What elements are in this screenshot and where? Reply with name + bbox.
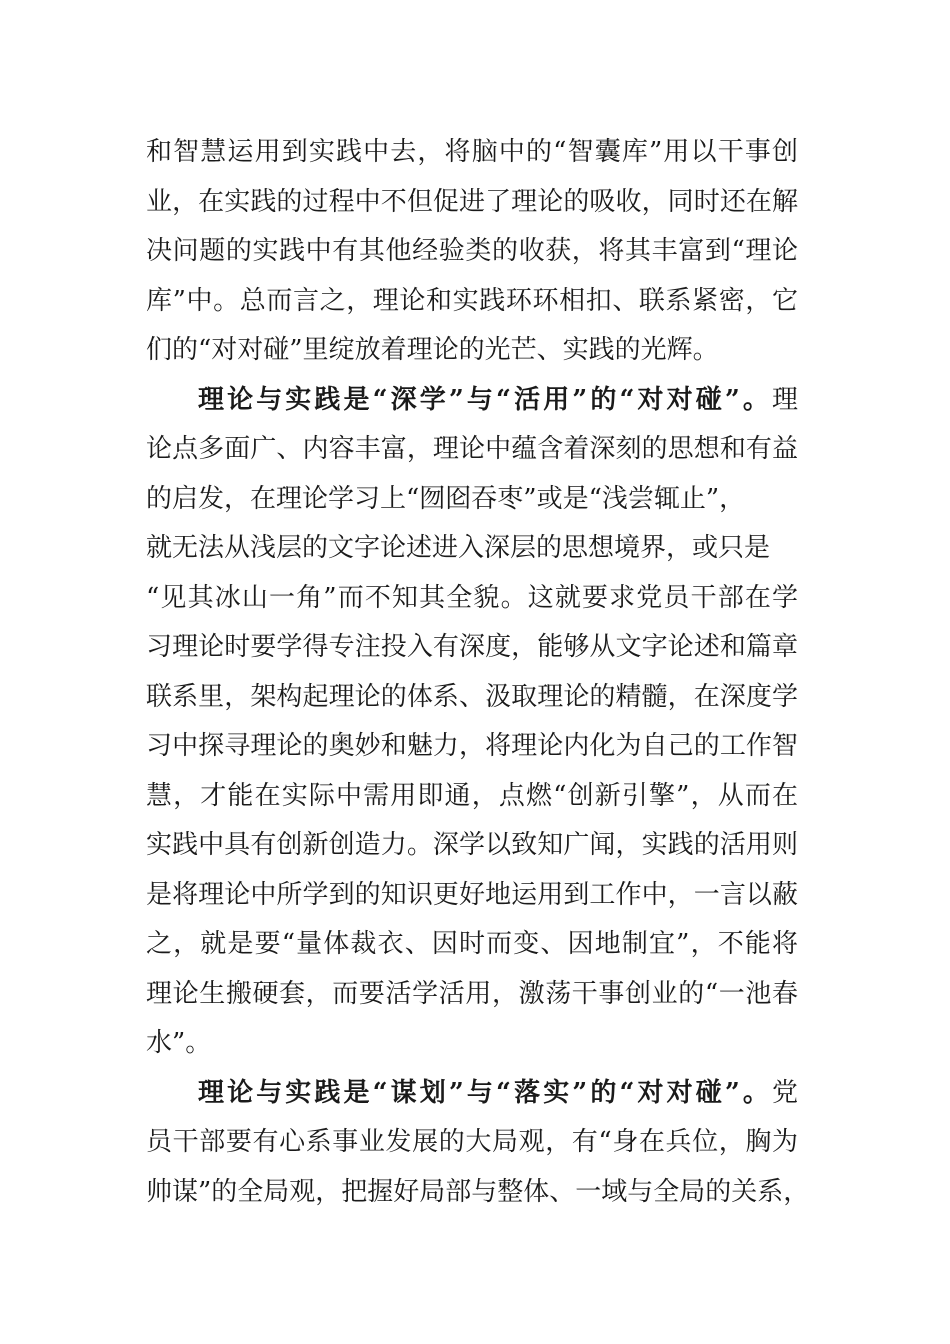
paragraph-line: 之，就是要“量体裁衣、因时而变、因地制宜”，不能将	[146, 929, 798, 959]
paragraph-line: 业，在实践的过程中不但促进了理论的吸收，同时还在解	[146, 186, 798, 217]
paragraph-line: “见其冰山一角”而不知其全貌。这就要求党员干部在学	[146, 582, 798, 613]
paragraph-line: 帅谋”的全局观，把握好局部与整体、一域与全局的关系，	[146, 1176, 810, 1207]
paragraph-line: 习中探寻理论的奥妙和魅力，将理论内化为自己的工作智	[146, 731, 798, 761]
paragraph-line: 习理论时要学得专注投入有深度，能够从文字论述和篇章	[146, 632, 798, 662]
paragraph-1	[146, 128, 798, 376]
paragraph-line: 水”。	[146, 1028, 212, 1058]
paragraph-line: 的启发，在理论学习上“囫囵吞枣”或是“浅尝辄止”，	[146, 483, 746, 514]
paragraph-text: 理	[771, 384, 798, 415]
paragraph-line: 库”中。总而言之，理论和实践环环相扣、联系紧密，它	[146, 285, 798, 316]
paragraph-line: 员干部要有心系事业发展的大局观，有“身在兵位，胸为	[146, 1127, 798, 1157]
paragraph-line: 慧，才能在实际中需用即通，点燃“创新引擎”，从而在	[146, 780, 798, 811]
document-body	[146, 128, 810, 1217]
paragraph-line: 联系里，架构起理论的体系、汲取理论的精髓，在深度学	[146, 681, 798, 712]
paragraph-line: 和智慧运用到实践中去，将脑中的“智囊库”用以干事创	[146, 137, 798, 167]
paragraph-2	[146, 376, 798, 1069]
paragraph-first-line	[146, 376, 798, 426]
paragraph-heading: 理论与实践是“谋划”与“落实”的“对对碰”。	[198, 1077, 772, 1108]
paragraph-line: 们的“对对碰”里绽放着理论的光芒、实践的光辉。	[146, 335, 719, 365]
paragraph-heading: 理论与实践是“深学”与“活用”的“对对碰”。	[198, 384, 772, 415]
paragraph-line: 是将理论中所学到的知识更好地运用到工作中，一言以蔽	[146, 879, 798, 910]
paragraph-first-line	[146, 1069, 798, 1119]
paragraph-line: 论点多面广、内容丰富，理论中蕴含着深刻的思想和有益	[146, 434, 798, 464]
paragraph-line: 决问题的实践中有其他经验类的收获，将其丰富到“理论	[146, 236, 798, 266]
paragraph-line: 理论生搬硬套，而要活学活用，激荡干事创业的“一池春	[146, 978, 798, 1009]
paragraph-line: 实践中具有创新创造力。深学以致知广闻，实践的活用则	[146, 830, 798, 860]
paragraph-line: 就无法从浅层的文字论述进入深层的思想境界，或只是	[146, 533, 771, 563]
paragraph-text: 党	[771, 1077, 798, 1108]
paragraph-3	[146, 1069, 810, 1218]
